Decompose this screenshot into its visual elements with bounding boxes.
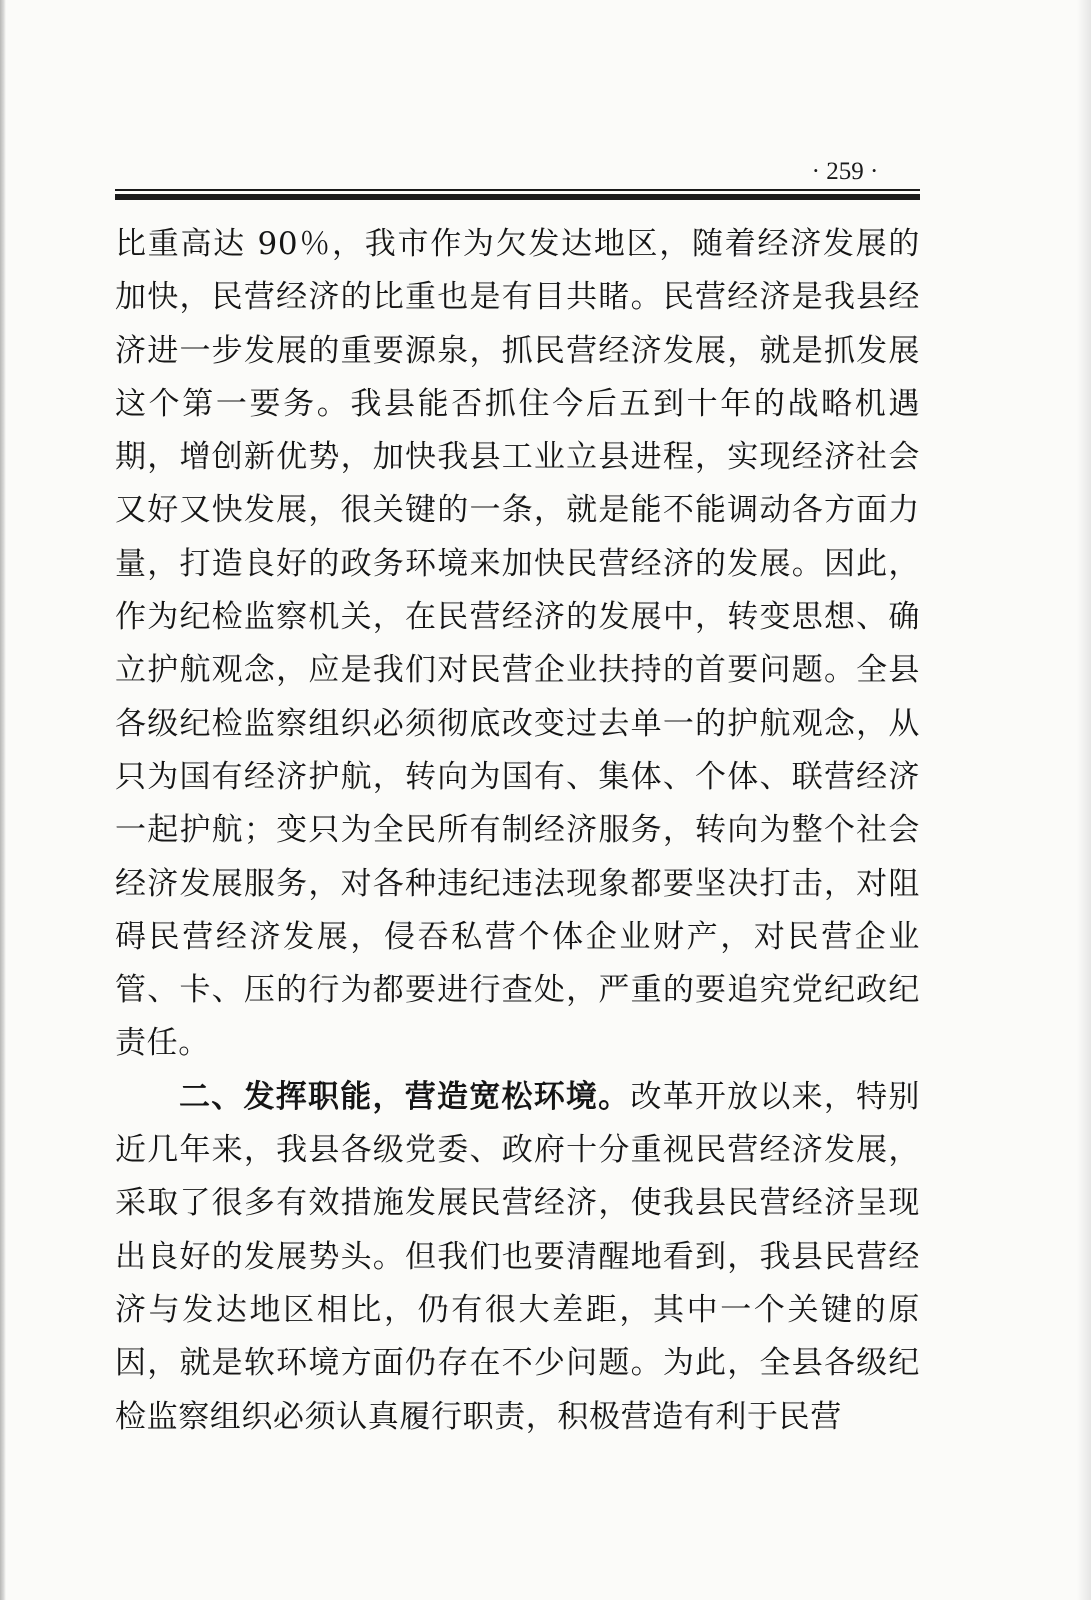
- paragraph-text: 比重高达 90％，我市作为欠发达地区，随着经济发展的加快，民营经济的比重也是有目共睹。民营经济是我县经济进一步发展的重要源泉，抓民营经济发展，就是抓发展这个第一要务。我县能否抓住今后五到十年的战略机遇期，增创新优势，加快我县工业立县进程，实现经济社会又好又快发展，很关键的一条，就是能不能调动各方面力量，打造良好的政务环境来加快民营经济的发展。因此，作为纪检监察机关，在民营经济的发展中，转变思想、确立护航观念，应是我们对民营企业扶持的首要问题。全县各级纪检监察组织必须彻底改变过去单一的护航观念，从只为国有经济护航，转向为国有、集体、个体、联营经济一起护航；变只为全民所有制经济服务，转向为整个社会经济发展服务，对各种违纪违法现象都要坚决打击，对阻碍民营经济发展，侵吞私营个体企业财产，对民营企业管、卡、压的行为都要进行查处，严重的要追究党纪政纪责任。: [115, 226, 920, 1062]
- paragraph-text: 改革开放以来，特别近几年来，我县各级党委、政府十分重视民营经济发展，采取了很多有效措施发展民营经济，使我县民营经济呈现出良好的发展势头。但我们也要清醒地看到，我县民营经济与发达地区相比，仍有很大差距，其中一个关键的原因，就是软环境方面仍存在不少问题。为此，全县各级纪检监察组织必须认真履行职责，积极营造有利于民营: [115, 1078, 920, 1435]
- scan-right-edge: [1077, 0, 1091, 1600]
- body-text: [115, 218, 920, 1444]
- scan-left-edge: [0, 0, 6, 1600]
- header-rule-thin: [115, 189, 920, 191]
- paragraph-continued: [115, 218, 920, 1071]
- page-number: · 259 ·: [811, 158, 879, 185]
- paragraph-section-two: [115, 1071, 920, 1444]
- header-rule-thick: [115, 194, 920, 200]
- section-heading: 二、发挥职能，营造宽松环境。: [179, 1078, 631, 1115]
